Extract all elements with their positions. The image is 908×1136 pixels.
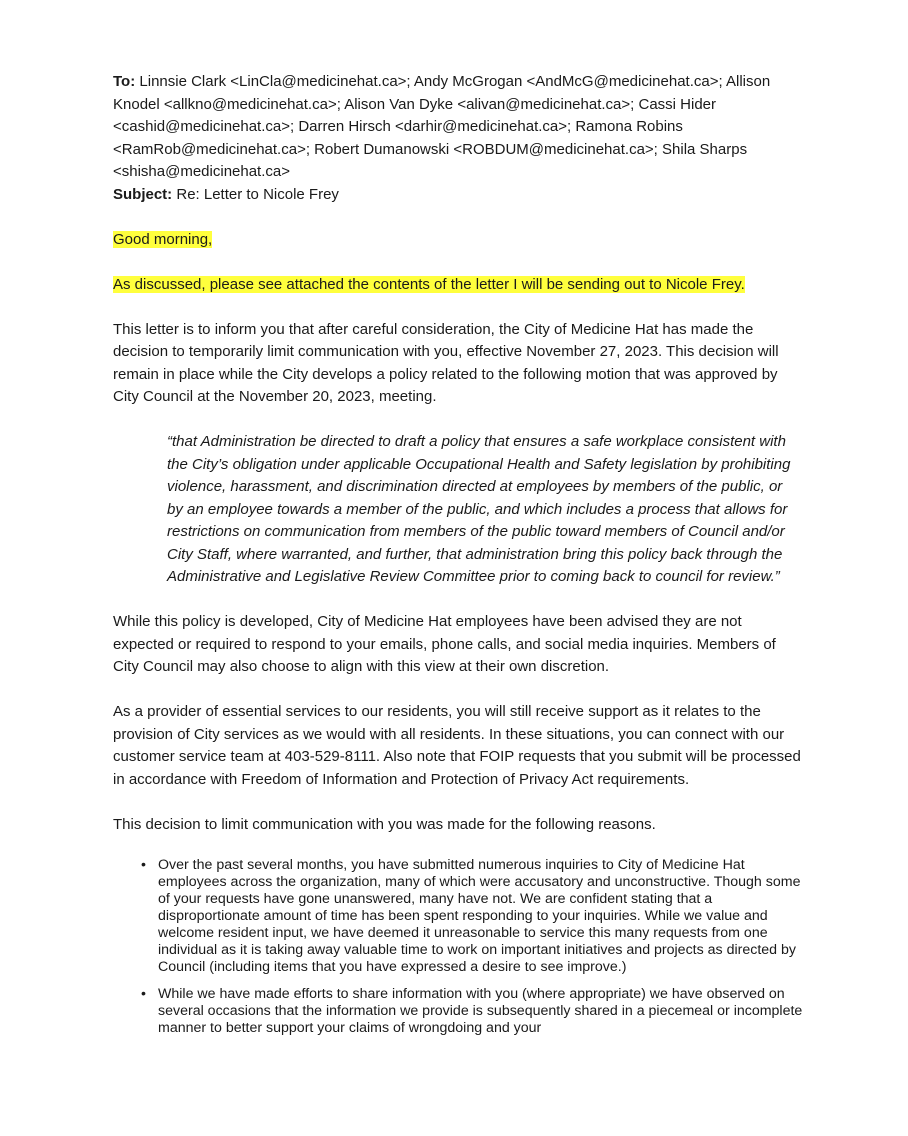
paragraph-2: While this policy is developed, City of Medicine Hat employees have been advised they are not expected or required to respond to your emails, phone calls, and social media inquiries. Members of City Council may also choose to align with this view at their own discretion. xyxy=(113,613,776,675)
greeting xyxy=(113,229,803,252)
greeting-text: Good morning, xyxy=(113,230,213,248)
bullet-icon: • xyxy=(141,986,146,1002)
intro xyxy=(113,274,803,297)
subject-label: Subject: xyxy=(113,185,173,203)
to-recipients-line-3: <cashid@medicinehat.ca>; Darren Hirsch <darhir@medicinehat.ca>; Ramona Robins xyxy=(113,118,683,135)
intro-text: As discussed, please see attached the contents of the letter I will be sending out to Nicole Frey. xyxy=(113,275,745,293)
to-line-1 xyxy=(113,71,803,94)
to-recipients-line-5: <shisha@medicinehat.ca> xyxy=(113,163,290,180)
email-content xyxy=(113,71,803,1047)
to-recipients-line-2: Knodel <allkno@medicinehat.ca>; Alison Van Dyke <alivan@medicinehat.ca>; Cassi Hider xyxy=(113,95,717,113)
paragraph-1: This letter is to inform you that after careful consideration, the City of Medicine Hat has made the decision to temporarily limit communication with you, effective November 27, 2023. This decision will remain in place while the City develops a policy related to the following motion that was approved by City Council at the November 20, 2023, meeting. xyxy=(113,320,779,405)
subject-line xyxy=(113,184,803,207)
motion-quote: “that Administration be directed to draft a policy that ensures a safe workplace consistent with the City’s obligation under applicable Occupational Health and Safety legislation by prohibiting violence, harassment, and discrimination directed at employees by members of the public, or by an employee towards a member of the public, and which includes a process that allows for restrictions on communication from members of the public toward members of Council and/or City Staff, where warranted, and further, that administration bring this policy back through the Administrative and Legislative Review Committee prior to coming back to council for review.” xyxy=(167,433,791,585)
reason-text-2: While we have made efforts to share information with you (where appropriate) we have observed on several occasions that the information we provide is subsequently shared in a piecemeal or incomplete manner to better support your claims of wrongdoing and your xyxy=(158,986,803,1036)
reasons-list xyxy=(113,857,803,1037)
to-recipients-line-4: <RamRob@medicinehat.ca>; Robert Dumanowski <ROBDUM@medicinehat.ca>; Shila Sharps xyxy=(113,140,748,158)
list-item xyxy=(113,857,803,976)
to-label: To: xyxy=(113,73,136,90)
subject-value: Re: Letter to Nicole Frey xyxy=(176,185,339,203)
bullet-icon: • xyxy=(141,857,146,873)
email-header xyxy=(113,71,803,206)
to-recipients-line-1: Linnsie Clark <LinCla@medicinehat.ca>; Andy McGrogan <AndMcG@medicinehat.ca>; Allison xyxy=(139,73,771,90)
paragraph-3: As a provider of essential services to our residents, you will still receive support as it relates to the provision of City services as we would with all residents. In these situations, you can connect with our customer service team at 403-529-8111. Also note that FOIP requests that you submit will be processed in accordance with Freedom of Information and Protection of Privacy Act requirements. xyxy=(113,703,801,788)
paragraph-4: This decision to limit communication with you was made for the following reasons. xyxy=(113,815,656,833)
reason-text-1: Over the past several months, you have submitted numerous inquiries to City of Medicine Hat employees across the organization, many of which were accusatory and unconstructive. Though some of your requests have gone unanswered, many have not. We are confident stating that a disproportionate amount of time has been spent responding to your inquiries. While we value and welcome resident input, we have deemed it unreasonable to service this many requests from one individual as it is taking away valuable time to work on important initiatives and projects as directed by Council (including items that you have expressed a desire to see improve.) xyxy=(158,857,801,975)
list-item xyxy=(113,986,803,1037)
